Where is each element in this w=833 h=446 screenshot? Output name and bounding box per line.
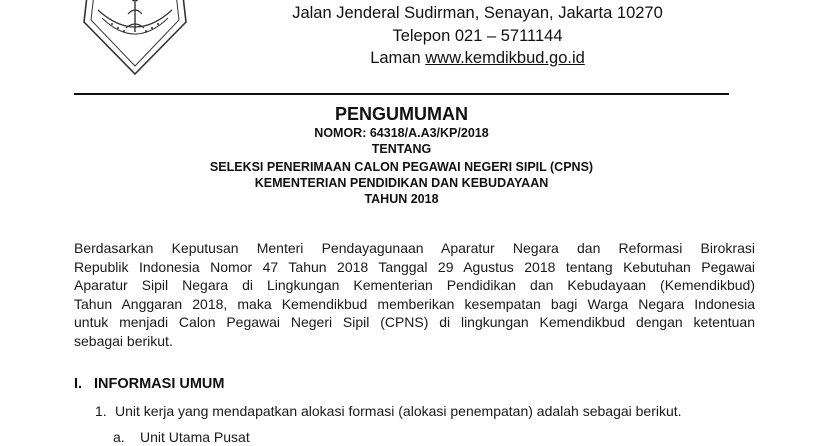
paragraph-line: Republik Indonesia Nomor 47 Tahun 2018 Tanggal 29 Agustus 2018 tentang Kebutuhan Pegawai: [74, 258, 755, 275]
section-heading: [74, 375, 225, 393]
website-label: Laman: [370, 49, 426, 67]
paragraph-line: untuk menjadi Calon Pegawai Negeri Sipil (CPNS) di lingkungan Kemendikbud dengan ketentuan: [74, 314, 755, 330]
paragraph-line: Aparatur Sipil Negara di Lingkungan Kementerian Pendidikan dan Kebudayaan (Kemendikbud): [74, 277, 755, 293]
sub-list-item-text: Unit Utama Pusat: [140, 429, 250, 445]
paragraph-line: sebagai berikut.: [74, 332, 173, 349]
document-subject-line-2: KEMENTERIAN PENDIDIKAN DAN KEBUDAYAAN: [254, 176, 549, 190]
document-subject-line-1: SELEKSI PENERIMAAN CALON PEGAWAI NEGERI SIPIL (CPNS): [209, 160, 594, 174]
document-about-label: TENTANG: [371, 142, 432, 156]
section-title: INFORMASI UMUM: [94, 376, 225, 392]
list-item: [95, 402, 682, 420]
letterhead-phone: Telepon 021 – 5711144: [392, 27, 563, 45]
tut-wuri-handayani-emblem-icon: [76, 0, 194, 80]
document-subject-line-3: TAHUN 2018: [364, 192, 439, 206]
letterhead-divider: [74, 93, 729, 95]
document-number: NOMOR: 64318/A.A3/KP/2018: [314, 126, 489, 140]
paragraph-line: Berdasarkan Keputusan Menteri Pendayagunaan Aparatur Negara dan Reformasi Birokrasi: [74, 240, 755, 256]
sub-list-item-letter: a.: [113, 429, 125, 445]
website-link[interactable]: www.kemdikbud.go.id: [425, 49, 585, 67]
section-number: I.: [74, 376, 83, 392]
letterhead-website: [200, 48, 755, 68]
paragraph-line: Tahun Anggaran 2018, maka Kemendikbud memberikan kesempatan bagi Warga Negara Indonesia: [74, 295, 755, 312]
intro-paragraph: [74, 239, 755, 350]
letterhead-address: Jalan Jenderal Sudirman, Senayan, Jakarta 10270: [292, 4, 663, 22]
sub-list-item: [113, 428, 250, 446]
list-item-text: Unit kerja yang mendapatkan alokasi formasi (alokasi penempatan) adalah sebagai berikut.: [115, 403, 682, 419]
document-title: PENGUMUMAN: [335, 104, 468, 124]
list-item-number: 1.: [95, 403, 107, 419]
